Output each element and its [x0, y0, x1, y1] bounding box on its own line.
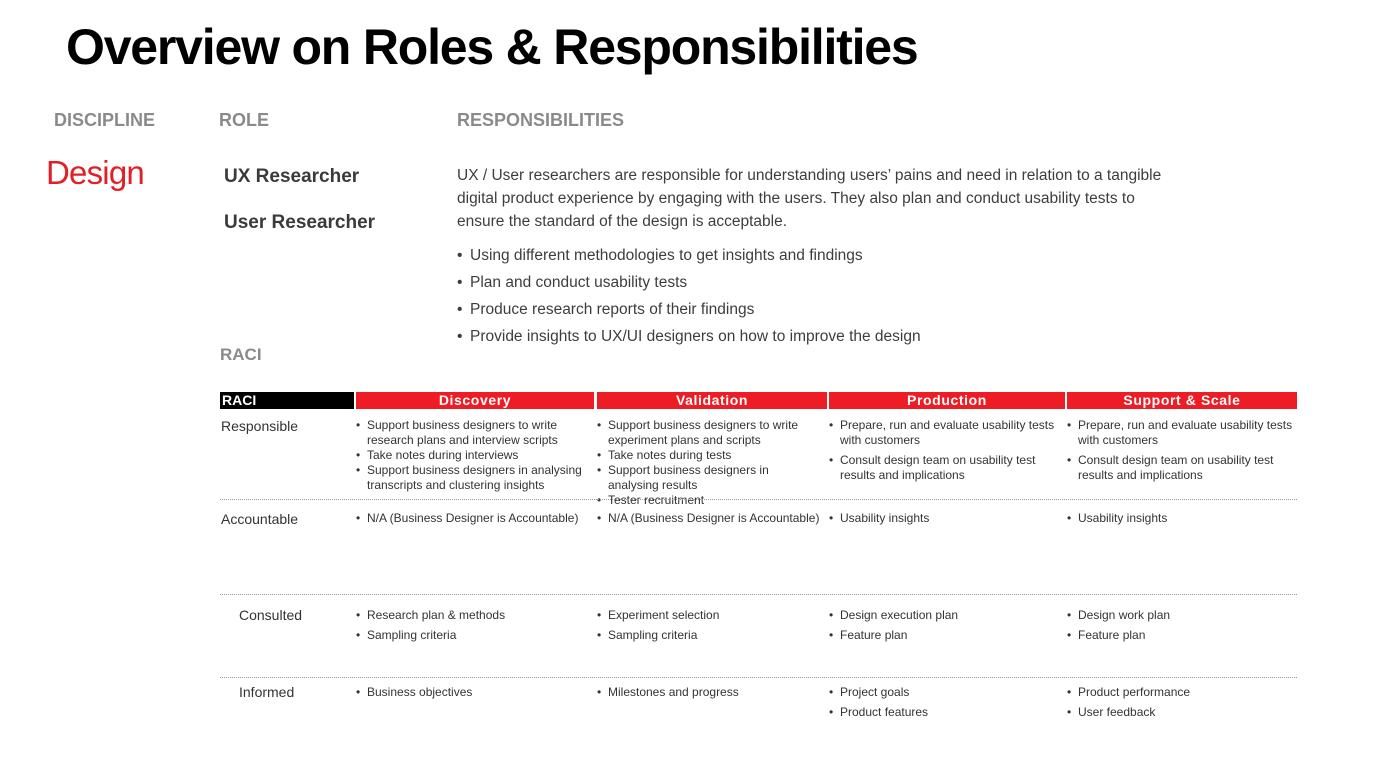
raci-cell [829, 418, 1061, 498]
raci-row-label-informed: Informed [239, 684, 295, 700]
list-item: • Prepare, run and evaluate usability tests with customers [829, 418, 1061, 448]
row-divider [220, 499, 1297, 500]
list-item: • Prepare, run and evaluate usability tests with customers [1067, 418, 1297, 448]
list-item: • Take notes during interviews [356, 448, 586, 463]
role-name: User Researcher [224, 212, 376, 233]
list-item: • N/A (Business Designer is Accountable) [356, 511, 594, 526]
raci-cell [1067, 418, 1297, 498]
raci-cell [1067, 608, 1297, 647]
raci-cell [829, 511, 1061, 526]
raci-table-corner: RACI [220, 392, 354, 409]
page-title: Overview on Roles & Responsibilities [66, 19, 918, 75]
list-item: • Support business designers to write experiment plans and scripts [597, 418, 819, 448]
list-item: • Usability insights [829, 511, 1061, 526]
discipline-name: Design [46, 154, 144, 191]
raci-cell [356, 608, 594, 647]
list-item: • Usability insights [1067, 511, 1297, 526]
list-item: • Sampling criteria [597, 628, 827, 643]
raci-cell [597, 608, 827, 647]
list-item: • Research plan & methods [356, 608, 594, 623]
raci-row-label-responsible: Responsible [221, 418, 299, 434]
role-description: UX / User researchers are responsible for understanding users’ pains and need in relation to a tangible digital product experience by engaging with the users. They also plan and conduct usability tests to ensure the standard of the design is acceptable. [457, 167, 1162, 230]
list-item: • Feature plan [829, 628, 1061, 643]
list-item: • Using different methodologies to get insights and findings [457, 246, 921, 273]
role-name: UX Researcher [224, 166, 360, 187]
list-item: • Provide insights to UX/UI designers on how to improve the design [457, 327, 921, 354]
raci-cell [829, 608, 1061, 647]
raci-row-label-accountable: Accountable [221, 511, 299, 527]
list-item: • Plan and conduct usability tests [457, 273, 921, 300]
list-item: • Milestones and progress [597, 685, 827, 700]
list-item: • Produce research reports of their findings [457, 300, 921, 327]
raci-cell [597, 685, 827, 705]
list-item: • Tester recruitment [597, 493, 819, 508]
list-item: • Product performance [1067, 685, 1297, 700]
raci-cell [1067, 511, 1297, 526]
list-item: • Business objectives [356, 685, 594, 700]
raci-cell [829, 685, 1061, 724]
list-item: • Sampling criteria [356, 628, 594, 643]
phase-header-production: Production [829, 392, 1065, 409]
list-item: • N/A (Business Designer is Accountable) [597, 511, 827, 526]
phase-header-validation: Validation [597, 392, 827, 409]
list-item: • Support business designers in analysing results [597, 463, 819, 493]
list-item: • Experiment selection [597, 608, 827, 623]
discipline-header: DISCIPLINE [54, 110, 156, 130]
list-item: • Take notes during tests [597, 448, 819, 463]
list-item: • Product features [829, 705, 1061, 720]
phase-header-discovery: Discovery [356, 392, 594, 409]
responsibilities-list [457, 246, 921, 354]
raci-cell [356, 511, 594, 526]
responsibilities-header: RESPONSIBILITIES [457, 110, 625, 130]
row-divider [220, 677, 1297, 678]
role-header: ROLE [219, 110, 270, 130]
raci-row-label-consulted: Consulted [239, 607, 303, 623]
list-item: • User feedback [1067, 705, 1297, 720]
list-item: • Consult design team on usability test results and implications [829, 453, 1061, 483]
list-item: • Feature plan [1067, 628, 1297, 643]
raci-cell [356, 418, 586, 498]
raci-cell [356, 685, 594, 705]
list-item: • Support business designers to write research plans and interview scripts [356, 418, 586, 448]
list-item: • Project goals [829, 685, 1061, 700]
list-item: • Design execution plan [829, 608, 1061, 623]
raci-title: RACI [220, 345, 262, 364]
phase-header-support-scale: Support & Scale [1067, 392, 1297, 409]
raci-cell [597, 418, 819, 507]
list-item: • Design work plan [1067, 608, 1297, 623]
list-item: • Consult design team on usability test results and implications [1067, 453, 1297, 483]
list-item: • Support business designers in analysing transcripts and clustering insights [356, 463, 586, 493]
raci-cell [597, 511, 827, 526]
row-divider [220, 594, 1297, 595]
raci-cell [1067, 685, 1297, 724]
